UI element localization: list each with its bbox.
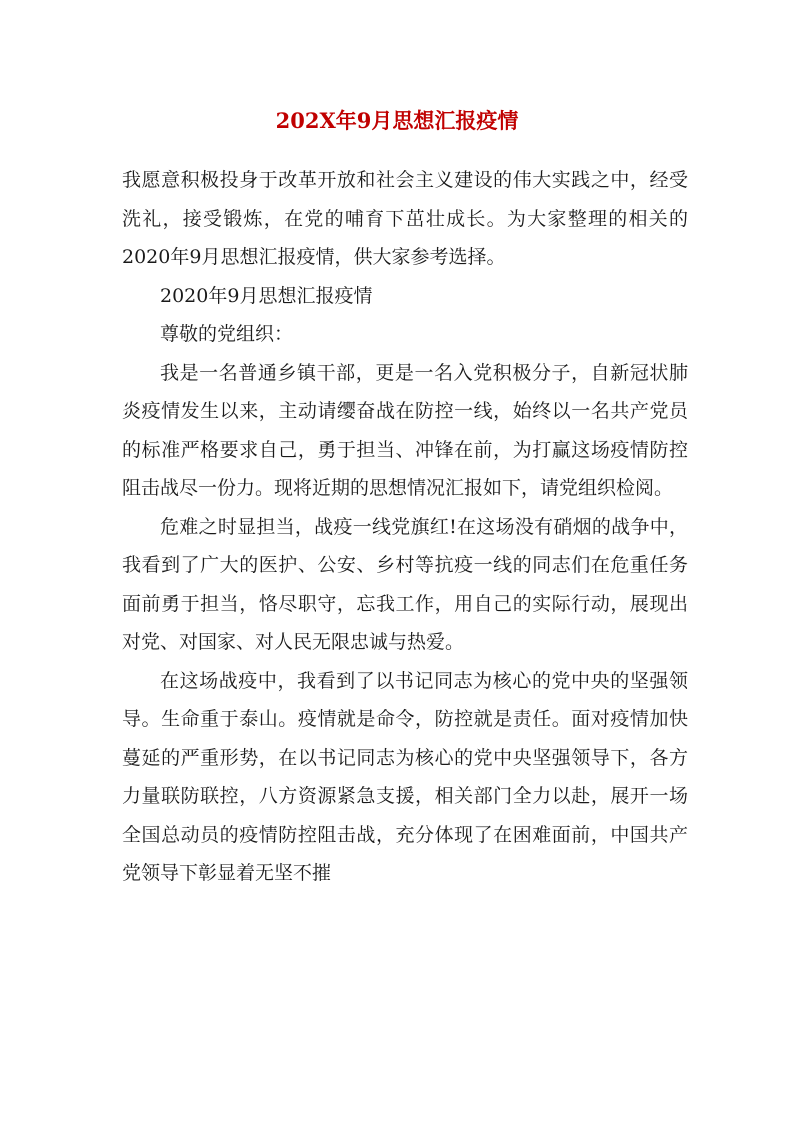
document-body bbox=[122, 161, 688, 893]
paragraph-frontline: 危难之时显担当，战疫一线党旗红!在这场没有硝烟的战争中，我看到了广大的医护、公安、乡村等抗疫一线的同志们在危重任务面前勇于担当，恪尽职守，忘我工作，用自己的实际行动，展现出对党、对国家、对人民无限忠诚与热爱。 bbox=[122, 515, 688, 653]
document-title: 202X年9月思想汇报疫情 bbox=[275, 108, 519, 133]
paragraph-subtitle: 2020年9月思想汇报疫情 bbox=[160, 284, 373, 307]
paragraph-leadership: 在这场战疫中，我看到了以书记同志为核心的党中央的坚强领导。生命重于泰山。疫情就是命令，防控就是责任。面对疫情加快蔓延的严重形势，在以书记同志为核心的党中央坚强领导下，各方力量联防联控，八方资源紧急支援，相关部门全力以赴，展开一场全国总动员的疫情防控阻击战，充分体现了在困难面前，中国共产党领导下彰显着无坚不摧 bbox=[122, 669, 688, 884]
paragraph-salutation: 尊敬的党组织： bbox=[160, 323, 294, 345]
paragraph-self-introduction: 我是一名普通乡镇干部，更是一名入党积极分子，自新冠状肺炎疫情发生以来，主动请缨奋战在防控一线，始终以一名共产党员的标准严格要求自己，勇于担当、冲锋在前，为打赢这场疫情防控阻击战尽一份力。现将近期的思想情况汇报如下，请党组织检阅。 bbox=[122, 361, 688, 499]
paragraph-intro: 我愿意积极投身于改革开放和社会主义建设的伟大实践之中，经受洗礼，接受锻炼，在党的哺育下茁壮成长。为大家整理的相关的2020年9月思想汇报疫情，供大家参考选择。 bbox=[122, 169, 688, 268]
